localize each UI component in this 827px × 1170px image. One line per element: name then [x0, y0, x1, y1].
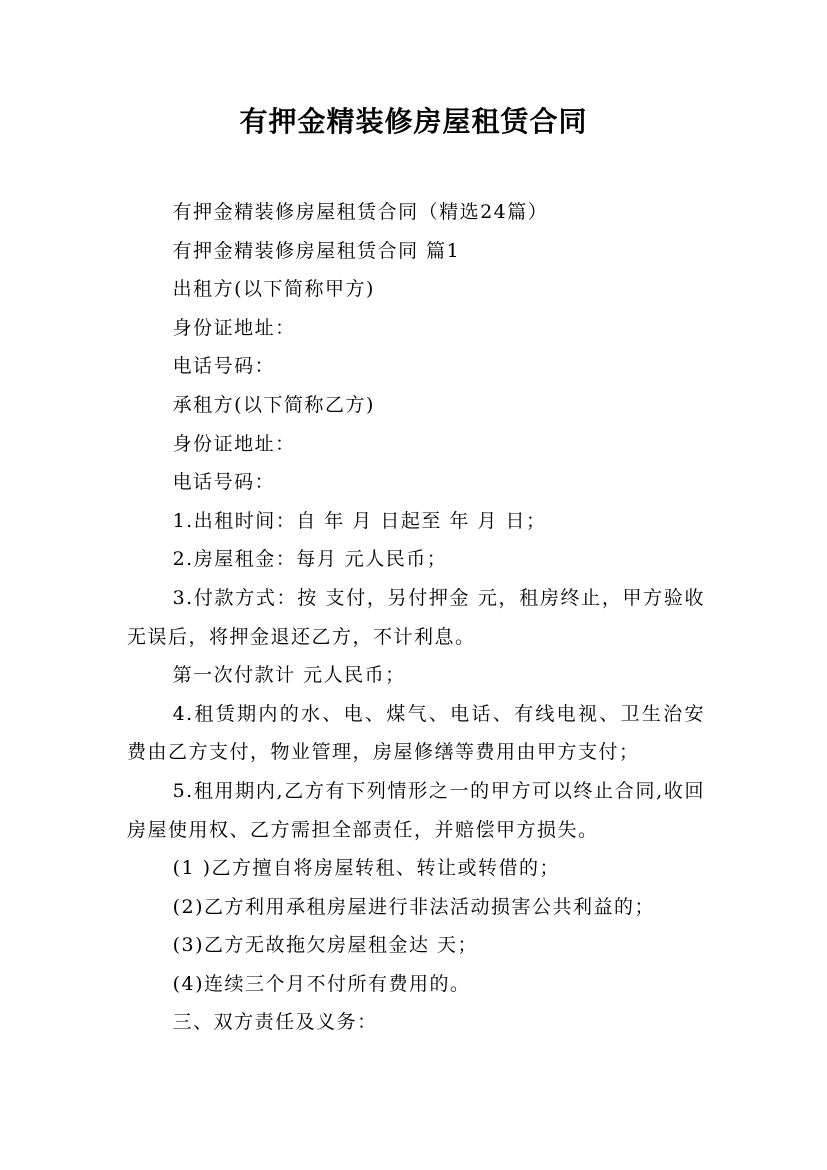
- termination-item-4: (4)连续三个月不付所有费用的。: [172, 972, 471, 995]
- document-title: 有押金精装修房屋租赁合同: [239, 105, 588, 138]
- paragraph-collection-heading: 有押金精装修房屋租赁合同（精选24篇）: [172, 201, 549, 223]
- termination-item-1: (1 )乙方擅自将房屋转租、转让或转借的；: [172, 857, 561, 880]
- clause-utilities: 4.租赁期内的水、电、煤气、电话、有线电视、卫生治安费由乙方支付，物业管理，房屋修缮等费用由甲方支付；: [127, 702, 705, 764]
- clause-first-payment: 第一次付款计 元人民币；: [172, 664, 406, 687]
- paragraph-lessor-id-address: 身份证地址：: [172, 316, 296, 339]
- clause-rent: 2.房屋租金：每月 元人民币；: [172, 548, 448, 571]
- document-body: [127, 193, 705, 1042]
- paragraph-lessee-id-address: 身份证地址：: [172, 432, 296, 455]
- termination-item-2: (2)乙方利用承租房屋进行非法活动损害公共利益的；: [172, 895, 656, 918]
- paragraph-lessor: 出租方(以下简称甲方): [172, 278, 375, 301]
- clause-payment-method: 3.付款方式：按 支付，另付押金 元，租房终止，甲方验收无误后，将押金退还乙方，不计利息。: [127, 586, 705, 648]
- paragraph-lessor-phone: 电话号码：: [172, 355, 276, 378]
- termination-item-3: (3)乙方无故拖欠房屋租金达 天；: [172, 934, 479, 957]
- paragraph-lessee-phone: 电话号码：: [172, 471, 276, 494]
- paragraph-section-heading: 有押金精装修房屋租赁合同 篇1: [172, 239, 461, 262]
- paragraph-lessee: 承租方(以下简称乙方): [172, 393, 375, 416]
- clause-rental-period: 1.出租时间：自 年 月 日起至 年 月 日；: [172, 509, 547, 532]
- clause-termination: 5.租用期内,乙方有下列情形之一的甲方可以终止合同,收回房屋使用权、乙方需担全部责任，并赔偿甲方损失。: [127, 779, 705, 841]
- section-heading-responsibilities: 三、双方责任及义务：: [172, 1011, 378, 1034]
